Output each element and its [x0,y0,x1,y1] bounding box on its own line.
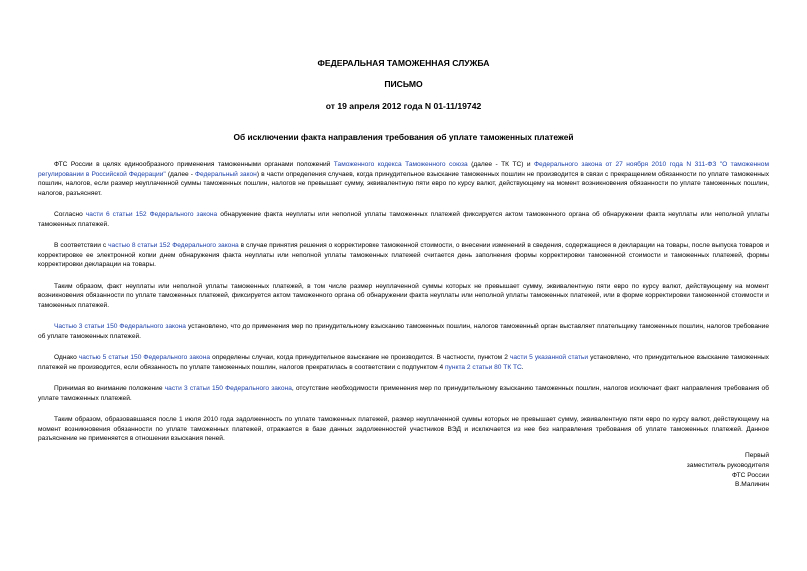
text-span: . [521,363,524,371]
paragraph-8 [38,415,769,444]
signature-line-2: заместитель руководителя [686,461,769,469]
agency-title: ФЕДЕРАЛЬНАЯ ТАМОЖЕННАЯ СЛУЖБА [317,58,490,68]
paragraph-7 [38,384,769,403]
text-span: Таким образом, образовавшаяся после 1 июля 2010 года задолженность по уплате таможенных платежей, размер неуплаченной суммы которых не превышает сумму, эквивалентную пяти евро по курсу валют, действующему на момент возникновения обязанности по уплате таможенных платежей, отражается в базе данных задолженностей участников ВЭД и исключается из нее без направления требования об уплате таможенных платежей. Данное разъяснение не применяется в отношении взыскания пеней. [38,416,769,442]
document-date-number: от 19 апреля 2012 года N 01-11/19742 [325,101,482,111]
link-part5-said-article[interactable]: части 5 указанной статьи [509,354,589,361]
text-span: , отсутствие необходимости применения мер по принудительному взысканию таможенных пошлин, налогов исключает факт направления требования об уплате таможенных платежей. [38,385,769,402]
link-customs-code[interactable]: Таможенного кодекса Таможенного союза [333,161,468,168]
document-type: ПИСЬМО [384,79,423,89]
link-part5-art150[interactable]: частью 5 статьи 150 Федерального закона [78,354,211,361]
link-part3-art150[interactable]: Частью 3 статьи 150 Федерального закона [54,323,186,330]
paragraph-4 [38,282,769,311]
link-part6-art152[interactable]: части 6 статьи 152 Федерального закона [85,211,218,218]
text-span: ФТС России в целях единообразного применения таможенными органами положений [54,161,334,168]
paragraph-5 [38,322,769,341]
text-span: Таким образом, факт неуплаты или неполной уплаты таможенных платежей, в том числе размер неуплаченной суммы которых не превышает сумму, эквивалентную пяти евро по курсу валют, действующему на момент возникновения обязанности по уплате таможенных платежей, фиксируется актом таможенного органа об обнаружении факта неуплаты или неполной уплаты таможенных платежей, или в форме корректировки таможенной стоимости и таможенных платежей. [38,282,769,309]
paragraph-1 [38,160,769,198]
link-federal-law[interactable]: Федеральный закон [195,170,257,178]
signature-block [687,451,769,490]
text-span: в случае принятия решения о корректировке таможенной стоимости, о внесении изменений в сведения, содержащиеся в декларации на товары, после выпуска товаров и корректировке ее электронной копии днем обнаружения факта неуплаты или неполной уплаты таможенных платежей считается день заполнения формы корректировки таможенной стоимости и таможенных платежей, формы корректировки декларации на товары. [38,242,770,268]
text-span: В соответствии с [54,242,109,249]
document-body [38,160,769,456]
link-item2-art80[interactable]: пункта 2 статьи 80 ТК ТС [444,363,522,371]
paragraph-6 [38,353,769,372]
paragraph-3 [38,241,769,270]
text-span: установлено, что до применения мер по принудительному взысканию таможенных пошлин, налогов таможенный орган выставляет плательщику таможенных пошлин, налогов требование об уплате таможенных платежей. [38,323,769,340]
text-span: определены случаи, когда принудительное взыскание не производится. В частности, пунктом 2 [210,354,510,361]
text-span: Согласно [54,211,86,218]
signature-line-1: Первый [745,452,769,459]
text-span: Принимая во внимание положение [54,385,165,392]
link-part8-art152[interactable]: частью 8 статьи 152 Федерального закона [108,242,239,249]
link-part3-art150-b[interactable]: части 3 статьи 150 Федерального закона [164,385,292,392]
paragraph-2 [38,210,769,229]
text-span: обнаружение факта неуплаты или неполной уплаты таможенных платежей фиксируется актом таможенного органа об обнаружении факта неуплаты или неполной уплаты таможенных платежей. [38,211,769,228]
signature-name: В.Малинин [735,481,769,489]
text-span: установлено, что принудительное взыскание таможенных платежей не производится, если обязанность по уплате таможенных пошлин, налогов прекратилась в соответствии с подпунктом 4 [38,354,769,371]
signature-line-3: ФТС России [732,471,769,479]
text-span: (далее - [165,170,196,178]
text-span: (далее - ТК ТС) и [467,161,535,168]
document-subject: Об исключении факта направления требования об уплате таможенных платежей [233,132,574,142]
text-span: Однако [54,354,79,361]
text-span: ) в части определения случаев, когда принудительное взыскание таможенных пошлин не производится в связи с прекращением обязанности по уплате таможенных пошлин, налогов, если размер неуплаченной суммы таможенных пошлин, налогов не превышает сумму, эквивалентную пяти евро по курсу валют, действующему на момент возникновения обязанности по уплате таможенных пошлин, налогов, разъясняет. [38,170,769,197]
link-federal-law-311[interactable]: Федерального закона от 27 ноября 2010 года N 311-ФЗ "О таможенном регулировании в Российской Федерации" [38,161,769,178]
